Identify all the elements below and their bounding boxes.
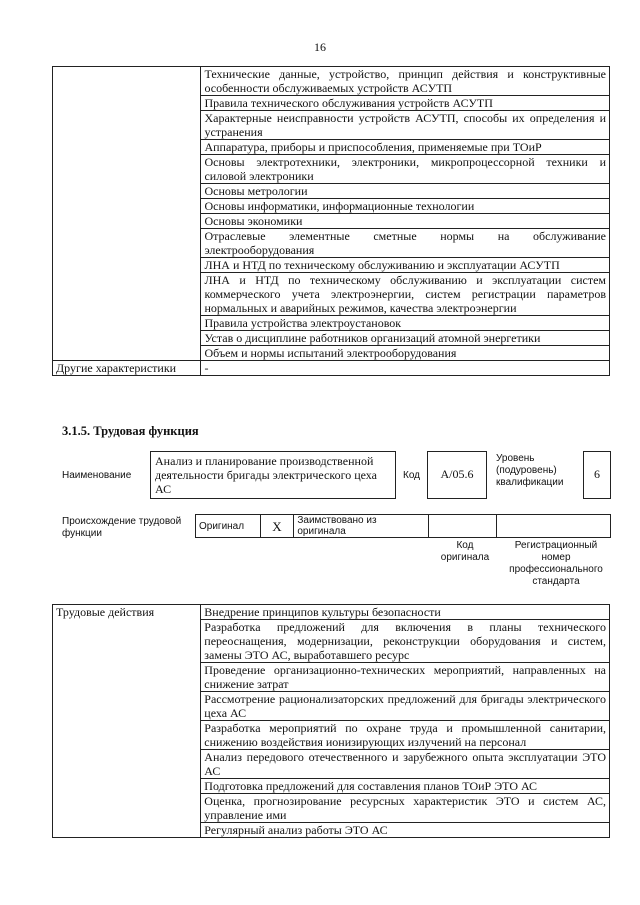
knowledge-item: Основы электротехники, электроники, микропроцессорной техники и силовой электроники	[201, 155, 610, 184]
section-heading: 3.1.5. Трудовая функция	[62, 424, 199, 438]
knowledge-item: Устав о дисциплине работников организаций атомной энергетики	[201, 331, 610, 346]
action-item: Внедрение принципов культуры безопасности	[201, 605, 610, 620]
knowledge-item: Объем и нормы испытаний электрооборудования	[201, 346, 610, 361]
action-item: Анализ передового отечественного и зарубежного опыта эксплуатации ЭТО АС	[201, 750, 610, 779]
registration-number-cell	[497, 515, 611, 538]
action-item: Разработка мероприятий по охране труда и промышленной санитарии, снижению воздействия ионизирующих излучений на персонал	[201, 721, 610, 750]
original-mark: X	[260, 515, 294, 538]
other-characteristics-label: Другие характеристики	[53, 361, 201, 376]
knowledge-item: Технические данные, устройство, принцип действия и конструктивные особенности обслуживаемых устройств АСУТП	[201, 67, 610, 96]
knowledge-item: Правила технического обслуживания устройств АСУТП	[201, 96, 610, 111]
knowledge-label-cell	[53, 67, 201, 361]
action-item: Оценка, прогнозирование ресурсных характеристик ЭТО и систем АС, управление ими	[201, 794, 610, 823]
table-row	[53, 67, 610, 96]
other-characteristics-value: -	[201, 361, 610, 376]
borrowed-label: Заимствовано из оригинала	[294, 515, 428, 538]
code-label: Код	[403, 470, 421, 481]
action-item: Регулярный анализ работы ЭТО АС	[201, 823, 610, 838]
level-value: 6	[583, 451, 611, 499]
knowledge-item: Основы экономики	[201, 214, 610, 229]
origin-label: Происхождение трудовой функции	[62, 516, 182, 539]
function-name-value: Анализ и планирование производственной деятельности бригады электрического цеха АС	[150, 451, 396, 499]
code-caption: Код оригинала	[440, 540, 490, 563]
actions-table	[52, 604, 610, 838]
knowledge-item: Правила устройства электроустановок	[201, 316, 610, 331]
knowledge-item: Основы метрологии	[201, 184, 610, 199]
knowledge-item: ЛНА и НТД по техническому обслуживанию и эксплуатации систем коммерческого учета электроэнергии, систем регистрации параметров нормальных и аварийных режимов, качества электроэнергии	[201, 273, 610, 316]
page-number: 16	[314, 40, 326, 54]
origin-table	[195, 514, 611, 538]
level-label: Уровень (подуровень) квалификации	[496, 453, 564, 488]
knowledge-item: Характерные неисправности устройств АСУТП, способы их определения и устранения	[201, 111, 610, 140]
action-item: Разработка предложений для включения в планы технического переоснащения, модернизации, реконструкции оборудования и систем, замены ЭТО АС, выработавшего ресурс	[201, 620, 610, 663]
action-item: Проведение организационно-технических мероприятий, направленных на снижение затрат	[201, 663, 610, 692]
knowledge-item: Отраслевые элементные сметные нормы на обслуживание электрооборудования	[201, 229, 610, 258]
knowledge-item: Основы информатики, информационные технологии	[201, 199, 610, 214]
action-item: Рассмотрение рационализаторских предложений для бригады электрического цеха АС	[201, 692, 610, 721]
knowledge-item: ЛНА и НТД по техническому обслуживанию и эксплуатации АСУТП	[201, 258, 610, 273]
table-row	[196, 515, 611, 538]
original-label: Оригинал	[196, 515, 261, 538]
actions-label: Трудовые действия	[53, 605, 201, 838]
knowledge-table	[52, 66, 610, 376]
table-row	[53, 361, 610, 376]
name-label: Наименование	[62, 470, 132, 481]
table-row	[53, 605, 610, 620]
original-code-cell	[428, 515, 497, 538]
code-value: A/05.6	[427, 451, 487, 499]
registration-caption: Регистрационный номер профессионального стандарта	[509, 540, 603, 587]
knowledge-item: Аппаратура, приборы и приспособления, применяемые при ТОиР	[201, 140, 610, 155]
action-item: Подготовка предложений для составления планов ТОиР ЭТО АС	[201, 779, 610, 794]
